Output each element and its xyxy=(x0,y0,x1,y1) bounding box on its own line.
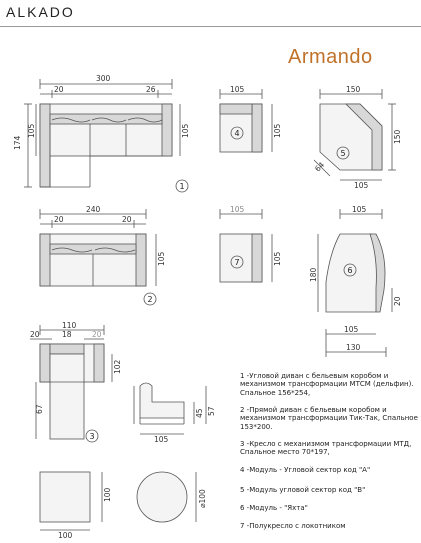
dim-label: ⌀100 xyxy=(198,489,207,508)
description-7: 7 -Полукресло с локотником xyxy=(240,522,346,530)
module-7-drawing xyxy=(220,209,272,282)
dim-label: 300 xyxy=(96,74,111,83)
module-4-drawing xyxy=(220,89,272,152)
dim-label: 67 xyxy=(35,404,44,414)
dim-label: 105 xyxy=(154,435,169,444)
module-number-1: 1 xyxy=(179,182,185,191)
dim-label: 20 xyxy=(92,330,102,339)
dim-label: 57 xyxy=(207,406,216,416)
module-number-4: 4 xyxy=(234,129,240,138)
module-number-5: 5 xyxy=(340,149,346,158)
dim-label: 174 xyxy=(13,135,22,150)
description-3: 3 -Кресло с механизмом трансформации МТД, Спальное место 70*197, xyxy=(240,440,412,457)
description-5: 5 -Модуль угловой сектор код "В" xyxy=(240,486,366,494)
description-4: 4 -Модуль - Угловой сектор код "А" xyxy=(240,466,371,474)
dim-label: 102 xyxy=(113,359,122,374)
dim-label: 110 xyxy=(62,321,77,330)
module-number-7: 7 xyxy=(234,258,240,267)
dim-label: 18 xyxy=(62,330,72,339)
dim-label: 150 xyxy=(346,85,361,94)
dim-label: 100 xyxy=(103,487,112,502)
dim-label: 105 xyxy=(230,85,245,94)
dim-label: 105 xyxy=(273,251,282,266)
dim-label: 20 xyxy=(54,85,64,94)
description-1: 1 -Угловой диван с бельевым коробом и механизмом трансформации МТСМ (дельфин). Спальное 156*254, xyxy=(240,372,414,397)
module-number-6: 6 xyxy=(347,266,353,275)
dim-label: 150 xyxy=(393,129,402,144)
description-2: 2 -Прямой диван с бельевым коробом и механизмом трансформации Тик-Так, Спальное 153*200. xyxy=(240,406,418,431)
dim-label: 45 xyxy=(195,408,204,418)
dim-label: 240 xyxy=(86,205,101,214)
dim-label: 105 xyxy=(354,181,369,190)
dim-label: 20 xyxy=(393,296,402,306)
round-pouf-drawing xyxy=(137,472,196,522)
dim-label: 105 xyxy=(344,325,359,334)
dim-label: 100 xyxy=(58,531,73,540)
dim-label: 105 xyxy=(27,123,36,138)
module-5-drawing xyxy=(314,89,396,180)
dim-label: 130 xyxy=(346,343,361,352)
dim-label: 105 xyxy=(157,251,166,266)
dim-label: 20 xyxy=(122,215,132,224)
armchair-drawing xyxy=(30,325,206,442)
module-6-drawing xyxy=(318,209,392,357)
dim-label: 20 xyxy=(30,330,40,339)
module-number-3: 3 xyxy=(89,432,95,441)
dim-label: 105 xyxy=(181,123,190,138)
dim-label: 64 xyxy=(313,160,327,174)
square-pouf-drawing xyxy=(40,472,102,530)
module-number-2: 2 xyxy=(147,295,153,304)
corner-sofa-drawing xyxy=(24,79,188,192)
dim-label: 20 xyxy=(54,215,64,224)
model-title: Armando xyxy=(288,46,373,68)
dim-label: 105 xyxy=(352,205,367,214)
description-6: 6 -Модуль - "Яхта" xyxy=(240,504,308,512)
brand-logo: ALKADO xyxy=(6,4,75,20)
dim-label: 26 xyxy=(146,85,156,94)
dim-label: 180 xyxy=(309,267,318,282)
dim-label: 105 xyxy=(230,205,245,214)
dim-label: 105 xyxy=(273,123,282,138)
